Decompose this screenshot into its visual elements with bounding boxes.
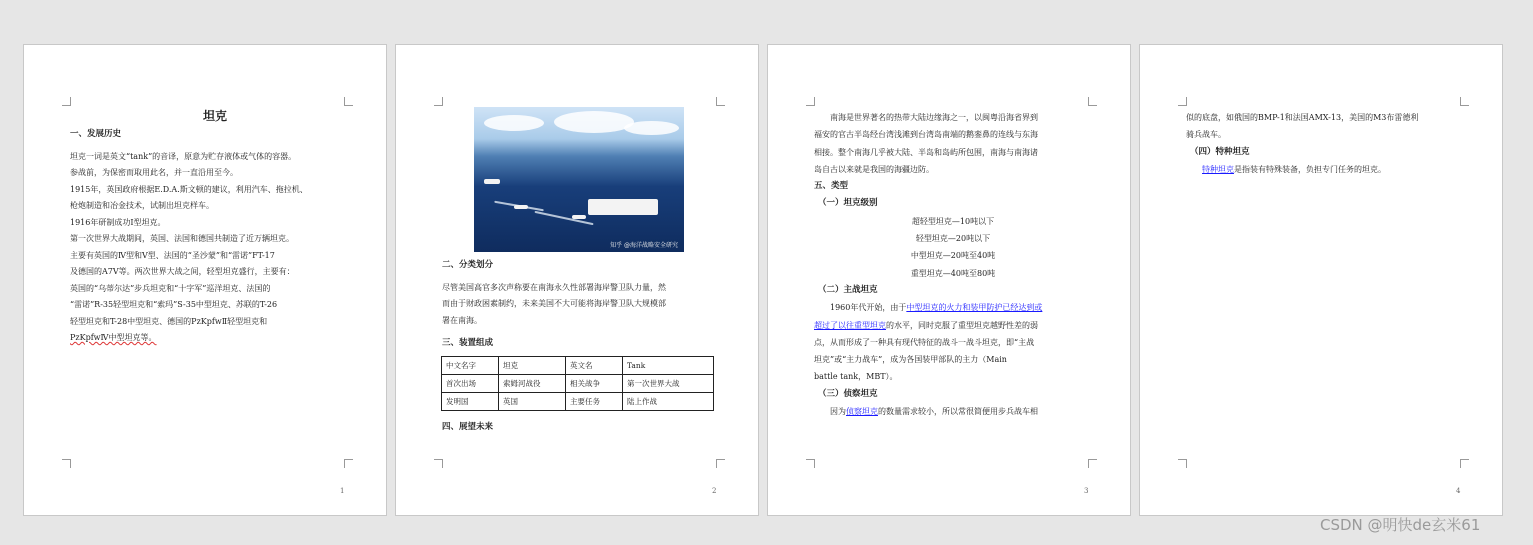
margin-mark [1460, 97, 1469, 106]
text-span: 1960年代开始，由于 [830, 303, 907, 313]
margin-mark [1460, 459, 1469, 468]
subheading-special: （四）特种坦克 [1190, 146, 1250, 157]
margin-mark [1178, 459, 1187, 468]
margin-mark [716, 97, 725, 106]
table-cell: 主要任务 [566, 393, 623, 411]
margin-mark [1088, 459, 1097, 468]
margin-mark [62, 459, 71, 468]
subheading-mbt: （二）主战坦克 [818, 284, 878, 295]
heading-outlook: 四、展望未来 [442, 422, 494, 432]
text-line: 署在南海。 [442, 315, 482, 325]
csdn-watermark: CSDN @明快de玄米61 [1320, 516, 1481, 534]
small-boat [514, 205, 528, 209]
table-cell: 索姆河战役 [499, 375, 566, 393]
cloud [624, 121, 679, 135]
margin-mark [1178, 97, 1187, 106]
table-row [442, 375, 714, 393]
mbt-link-2[interactable]: 超过了以往重型坦克 [814, 320, 886, 330]
margin-mark [1088, 97, 1097, 106]
recon-link[interactable]: 侦察坦克 [846, 407, 878, 417]
level-item: 轻型坦克—20吨以下 [915, 234, 991, 244]
text-line: 坦克”或“主力战车”，成为各国装甲部队的主力（Main [814, 355, 1007, 365]
special-link[interactable]: 特种坦克 [1202, 164, 1234, 174]
page-3-body[interactable] [814, 109, 1092, 420]
document-page-4 [1139, 44, 1503, 516]
text-line [1186, 161, 1466, 178]
text-line [814, 299, 1092, 316]
table-cell: 首次出场 [442, 375, 499, 393]
page-2-body[interactable] [442, 257, 716, 352]
photo-watermark: 知乎 @海洋战略安全研究 [610, 242, 678, 249]
text-line: 英国的“乌蒂尔达”步兵坦克和“十字军”巡洋坦克、法国的 [70, 283, 271, 293]
page-1-body[interactable] [70, 106, 360, 347]
table-cell: Tank [623, 357, 714, 375]
page-number: 2 [712, 487, 717, 495]
margin-mark [62, 97, 71, 106]
table-cell: 相关战争 [566, 375, 623, 393]
text-line: 1915年，英国政府根据E.D.A.斯文顿的建议，利用汽车、拖拉机、 [70, 184, 308, 194]
cloud [554, 111, 634, 133]
table-row [442, 357, 714, 375]
text-line: 坦克一词是英文“tank”的音译，原意为贮存液体或气体的容器。 [70, 151, 297, 161]
document-page-2 [395, 44, 759, 516]
document-title: 坦克 [202, 109, 227, 123]
margin-mark [434, 459, 443, 468]
small-boat [572, 215, 586, 219]
text-line: 似的底盘，如俄国的BMP-1和法国AMX-13，美国的M3布雷德利 [1186, 113, 1419, 122]
page-number: 1 [340, 487, 345, 495]
table-cell: 中文名字 [442, 357, 499, 375]
heading-classification: 二、分类划分 [442, 260, 494, 270]
page-number: 3 [1084, 487, 1089, 495]
table-cell: 英国 [499, 393, 566, 411]
text-line: 骑兵战车。 [1186, 130, 1226, 140]
table-cell: 坦克 [499, 357, 566, 375]
text-line: 参战前，为保密而取用此名，并一直沿用至今。 [70, 168, 238, 177]
level-item: 超轻型坦克—10吨以下 [911, 216, 995, 226]
mbt-link[interactable]: 中型坦克的火力和装甲防护已经达到或 [906, 303, 1043, 313]
text-line: 而由于财政困素制约，未来美国不大可能将海岸警卫队大规模部 [442, 299, 666, 308]
table-cell: 英文名 [566, 357, 623, 375]
margin-mark [716, 459, 725, 468]
text-span: 是指装有特殊装备，负担专门任务的坦克。 [1234, 164, 1386, 174]
info-table[interactable] [441, 356, 714, 411]
large-ship [588, 199, 658, 215]
margin-mark [344, 97, 353, 106]
text-line: 第一次世界大战期间，英国、法国和德国共制造了近万辆坦克。 [70, 234, 294, 243]
text-span: 的水平，同时克服了重型坦克越野性差的弱 [886, 320, 1038, 330]
text-line: 南海是世界著名的热带大陆边缘海之一，以闽粤沿海省界到 [830, 113, 1038, 122]
subheading-levels: （一）坦克级别 [818, 198, 878, 209]
cloud [484, 115, 544, 131]
text-line: 枪炮制造和冶金技术，试制出坦克样车。 [70, 201, 214, 210]
text-line: 尽管美国高官多次声称要在南海永久性部署海岸警卫队力量，然 [442, 282, 666, 292]
margin-mark [434, 97, 443, 106]
text-line: 轻型坦克和T-28中型坦克、德国的PzKpfwⅡ轻型坦克和 [70, 316, 268, 326]
page-number: 4 [1456, 487, 1461, 495]
heading-types: 五、类型 [814, 181, 849, 192]
text-line [814, 403, 1092, 420]
page-4-body[interactable] [1186, 109, 1466, 178]
text-line: 岛自古以来就是我国的海疆边防。 [814, 164, 934, 174]
page-2-footer-heading [442, 419, 716, 436]
text-line: PzKpfwⅣ中型坦克等。 [70, 333, 157, 342]
heading-components: 三、装置组成 [442, 338, 494, 348]
document-page-3 [767, 44, 1131, 516]
text-span: 因为 [830, 407, 846, 417]
table-row [442, 393, 714, 411]
level-item: 中型坦克—20吨至40吨 [910, 251, 996, 261]
text-line: “雷诺”R-35轻型坦克和“索玛”S-35中型坦克、苏联的T-26 [70, 300, 278, 309]
margin-mark [806, 459, 815, 468]
text-line: battle tank，MBT）。 [814, 372, 898, 382]
text-line: 及德国的A7V等。两次世界大战之间，轻型坦克盛行，主要有： [70, 267, 295, 276]
text-line: 福安的官古半岛经台湾浅滩到台湾岛南端的鹅銮鼻的连线与东海 [814, 130, 1038, 140]
text-line: 相接。整个南海几乎被大陆、半岛和岛屿所包围，南海与南海诸 [814, 147, 1038, 157]
text-line: 主要有英国的Ⅳ型和Ⅴ型、法国的“圣沙蒙”和“雷诺”FT-17 [70, 250, 275, 260]
margin-mark [344, 459, 353, 468]
small-boat [484, 179, 500, 184]
text-line [814, 317, 1092, 334]
level-item: 重型坦克—40吨至80吨 [910, 268, 996, 278]
text-line: 点，从而形成了一种具有现代特征的战斗一战斗坦克，即“主战 [814, 337, 1035, 347]
heading-history: 一、发展历史 [70, 129, 122, 139]
ship-photo[interactable] [474, 107, 684, 252]
subheading-recon: （三）侦察坦克 [818, 388, 878, 399]
table-cell: 发明国 [442, 393, 499, 411]
margin-mark [806, 97, 815, 106]
text-span: 的数量需求较小，所以常很简便用步兵战车相 [878, 407, 1038, 417]
table-cell: 第一次世界大战 [623, 375, 714, 393]
table-cell: 陆上作战 [623, 393, 714, 411]
text-line: 1916年研制成功Ⅰ型坦克。 [70, 217, 166, 227]
document-page-1 [23, 44, 387, 516]
